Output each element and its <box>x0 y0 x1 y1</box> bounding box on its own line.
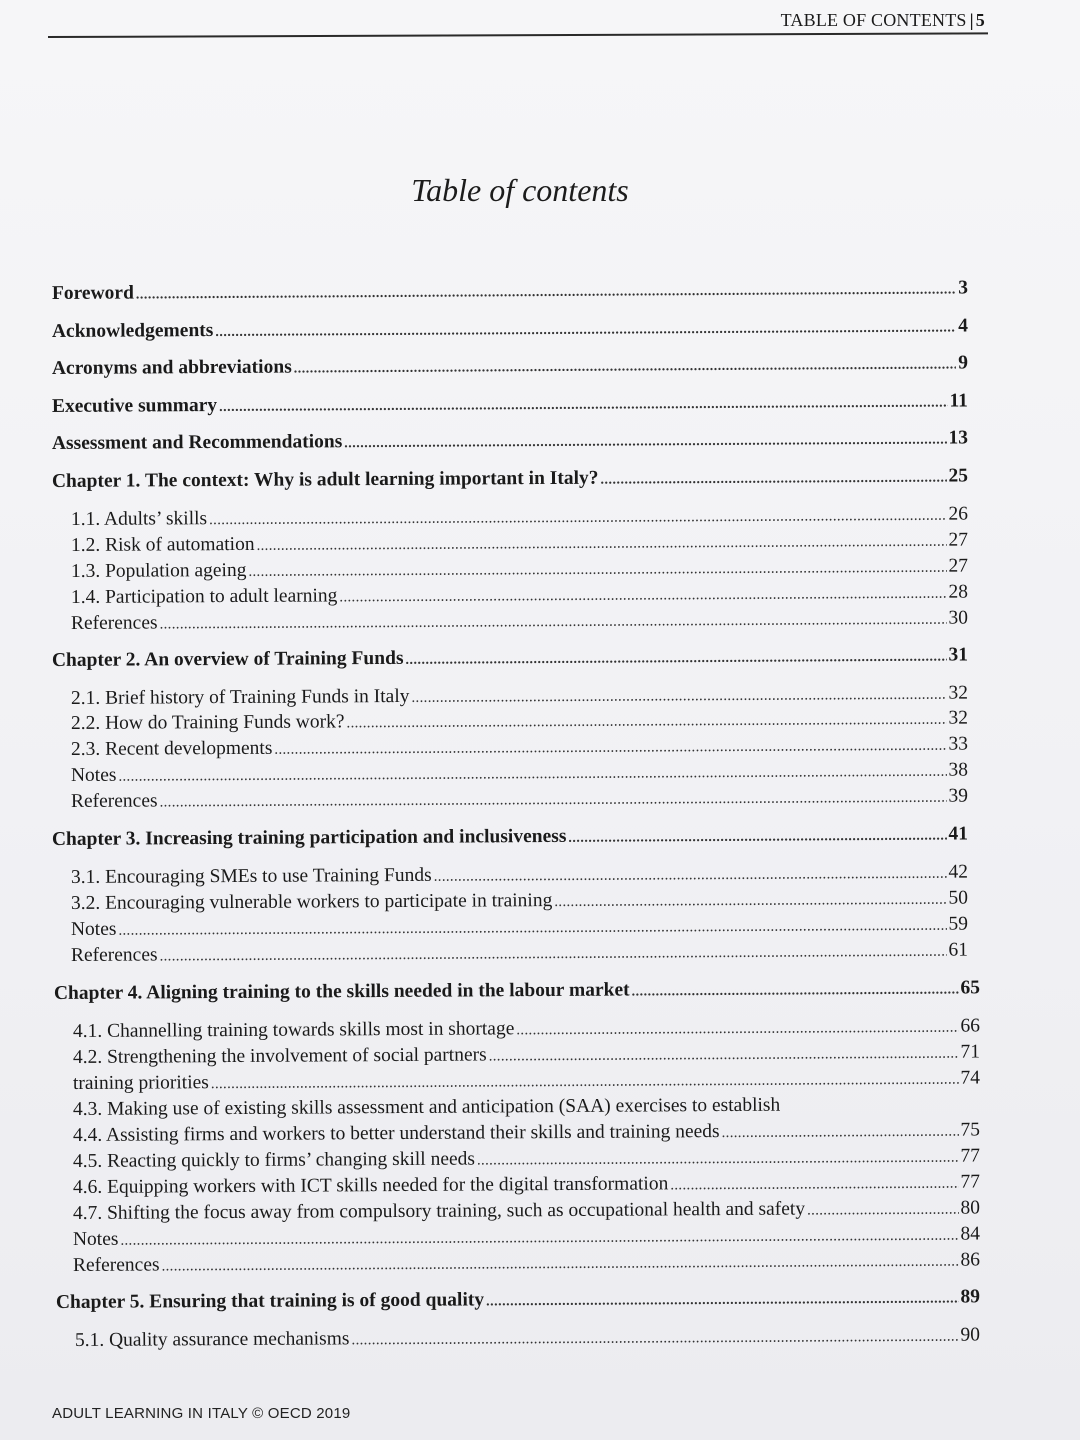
toc-chapter-entry <box>52 390 968 418</box>
toc-section-label: References <box>70 612 158 634</box>
toc-chapter-entry <box>52 315 968 343</box>
toc-page-number: 27 <box>948 529 968 551</box>
toc-section-label: 3.2. Encouraging vulnerable workers to participate in training <box>70 890 553 914</box>
toc-chapter-entry <box>52 644 968 672</box>
dot-leader <box>411 687 946 707</box>
toc-page-number: 9 <box>958 352 968 374</box>
dot-leader <box>120 1228 958 1250</box>
toc-section-label: References <box>70 790 158 812</box>
toc-chapter-entry <box>56 1286 980 1314</box>
toc-page-number: 77 <box>960 1171 980 1193</box>
toc-page-number: 61 <box>948 939 968 961</box>
toc-chapter-label: Chapter 5. Ensuring that training is of good quality <box>55 1289 485 1313</box>
dot-leader <box>161 1254 958 1276</box>
toc-section-label: 4.1. Channelling training towards skills most in shortage <box>72 1018 515 1042</box>
toc-chapter-label: Assessment and Recommendations <box>51 431 343 455</box>
toc-section-entry <box>71 556 968 583</box>
dot-leader <box>516 1020 958 1040</box>
toc-page-number: 84 <box>960 1223 980 1245</box>
dot-leader <box>554 892 946 911</box>
toc-page-number: 13 <box>948 427 968 449</box>
toc-section-entry <box>73 1171 980 1199</box>
dot-leader <box>346 712 946 733</box>
dot-leader <box>489 1046 959 1066</box>
dot-leader <box>670 1176 958 1195</box>
toc-section-label: 2.1. Brief history of Training Funds in Italy <box>70 685 410 709</box>
toc-section-entry <box>71 914 968 941</box>
toc-section-entry <box>73 1015 980 1043</box>
dot-leader <box>486 1291 958 1310</box>
toc-section-entry <box>73 1223 980 1251</box>
dot-leader <box>159 612 946 634</box>
dot-leader <box>807 1202 958 1220</box>
dot-leader <box>600 471 946 489</box>
toc-section-label: 3.1. Encouraging SMEs to use Training Funds <box>70 864 432 888</box>
toc-page-number: 30 <box>948 607 968 629</box>
dot-leader <box>211 1072 959 1094</box>
dot-leader <box>248 560 946 581</box>
toc-page-number: 75 <box>960 1119 980 1141</box>
toc-page-number: 28 <box>948 581 968 603</box>
toc-section-entry <box>71 888 968 915</box>
toc-page-number: 50 <box>948 887 968 909</box>
toc-section-entry <box>73 1067 980 1095</box>
toc-page-number: 77 <box>960 1145 980 1167</box>
toc-chapter-label: Chapter 4. Aligning training to the skills needed in the labour market <box>53 979 630 1004</box>
toc-page-number: 59 <box>948 913 968 935</box>
toc-chapter-label: Chapter 2. An overview of Training Funds <box>51 647 404 671</box>
toc-section-entry <box>71 760 968 787</box>
dot-leader <box>118 764 946 786</box>
dot-leader <box>215 320 956 341</box>
dot-leader <box>294 357 957 377</box>
toc-section-entry <box>71 862 968 889</box>
toc-page-number: 25 <box>948 465 968 487</box>
toc-section-entry <box>71 683 968 710</box>
dot-leader <box>159 944 946 966</box>
dot-leader <box>159 790 946 812</box>
toc-section-label: Notes <box>70 918 117 940</box>
toc-page-number: 71 <box>960 1041 980 1063</box>
toc-page-number: 32 <box>948 682 968 704</box>
dot-leader <box>722 1124 959 1142</box>
toc-chapter-label: Acknowledgements <box>51 320 214 343</box>
toc-page-number: 66 <box>960 1015 980 1037</box>
toc-section-label: 4.6. Equipping workers with ICT skills needed for the digital transformation <box>72 1173 669 1198</box>
dot-leader <box>632 982 959 1000</box>
dot-leader <box>136 282 956 303</box>
toc-section-entry <box>71 582 968 609</box>
toc-chapter-entry <box>54 977 980 1005</box>
toc-page-number: 26 <box>948 503 968 525</box>
toc-section-entry <box>75 1324 980 1352</box>
running-head-separator: | <box>969 10 974 30</box>
toc-page-number: 32 <box>948 707 968 729</box>
toc-section-label: 2.3. Recent developments <box>70 737 273 760</box>
toc-chapter-entry <box>52 427 968 455</box>
toc-chapter-entry <box>52 465 968 493</box>
toc-page-number: 38 <box>948 759 968 781</box>
toc-page-number: 86 <box>960 1249 980 1271</box>
toc-page-number: 80 <box>960 1197 980 1219</box>
toc-section-label: Notes <box>70 764 117 786</box>
toc-chapter-entry <box>52 823 968 851</box>
dot-leader <box>339 586 946 607</box>
toc-chapter-entry <box>52 352 968 380</box>
toc-page-number: 65 <box>960 977 980 999</box>
dot-leader <box>209 508 946 530</box>
toc-section-entry <box>71 786 968 813</box>
toc-chapter-label: Foreword <box>51 282 134 305</box>
toc-section-label: 4.3. Making use of existing skills assessment and anticipation (SAA) exercises to establish <box>72 1094 781 1120</box>
dot-leader <box>405 650 946 669</box>
toc-section-label: 4.7. Shifting the focus away from compulsory training, such as occupational health and safety <box>72 1198 806 1224</box>
toc-section-entry <box>71 940 968 967</box>
toc-page-number: 31 <box>948 644 968 666</box>
toc-page-number: 11 <box>949 390 968 412</box>
dot-leader <box>344 433 946 453</box>
dot-leader <box>351 1329 958 1350</box>
toc-section-entry <box>71 530 968 557</box>
toc-chapter-label: Chapter 3. Increasing training participation and inclusiveness <box>51 825 567 850</box>
toc-page-number: 4 <box>958 315 968 337</box>
toc-section-entry <box>71 608 968 635</box>
toc-page-number: 27 <box>948 555 968 577</box>
dot-leader <box>257 534 947 555</box>
toc-page-number: 3 <box>958 277 968 299</box>
toc-section-label: References <box>72 1254 160 1276</box>
toc-section-label-continuation: training priorities <box>72 1072 209 1094</box>
toc-chapter-label: Acronyms and abbreviations <box>51 356 292 380</box>
toc-section-entry <box>71 504 968 531</box>
toc-page-number: 74 <box>960 1067 980 1089</box>
toc-chapter-label: Executive summary <box>51 394 218 418</box>
running-head-section: TABLE OF CONTENTS <box>780 10 967 30</box>
toc-section-label: 1.2. Risk of automation <box>70 533 255 556</box>
dot-leader <box>477 1150 959 1170</box>
toc-section-entry <box>73 1041 980 1069</box>
toc-section-label: 1.4. Participation to adult learning <box>70 585 338 608</box>
toc-section-label: 1.1. Adults’ skills <box>70 508 208 530</box>
page-footer: ADULT LEARNING IN ITALY © OECD 2019 <box>52 1405 351 1422</box>
toc-section-label: 2.2. How do Training Funds work? <box>70 711 345 734</box>
toc-section-entry <box>73 1145 980 1173</box>
toc-section-entry <box>71 708 968 735</box>
toc-page-number: 89 <box>960 1286 980 1308</box>
toc-section-entry <box>73 1197 980 1225</box>
toc-page-number: 39 <box>948 785 968 807</box>
dot-leader <box>434 866 947 886</box>
toc-section-label: 4.2. Strengthening the involvement of social partners <box>72 1044 487 1068</box>
toc-section-entry <box>73 1119 980 1147</box>
toc-page-number: 41 <box>948 823 968 845</box>
toc-section-label: References <box>70 944 158 966</box>
toc-chapter-entry <box>52 277 968 305</box>
dot-leader <box>118 918 946 940</box>
toc-section-label: 1.3. Population ageing <box>70 559 247 582</box>
toc-section-label: 4.4. Assisting firms and workers to better understand their skills and training needs <box>72 1121 720 1146</box>
toc-page-number: 42 <box>948 861 968 883</box>
toc-section-label: 4.5. Reacting quickly to firms’ changing skill needs <box>72 1148 476 1172</box>
dot-leader <box>274 738 946 759</box>
dot-leader <box>219 396 947 416</box>
running-head-page-number: 5 <box>975 10 985 30</box>
toc-section-label: 5.1. Quality assurance mechanisms <box>74 1328 350 1351</box>
toc-page-number: 90 <box>960 1324 980 1346</box>
toc-page-number: 33 <box>948 733 968 755</box>
toc-section-label: Notes <box>72 1228 119 1250</box>
page-title: Table of contents <box>411 172 629 208</box>
toc-chapter-label: Chapter 1. The context: Why is adult learning important in Italy? <box>51 467 599 493</box>
toc-section-entry <box>73 1249 980 1277</box>
toc-section-entry <box>71 734 968 761</box>
dot-leader <box>568 829 946 847</box>
